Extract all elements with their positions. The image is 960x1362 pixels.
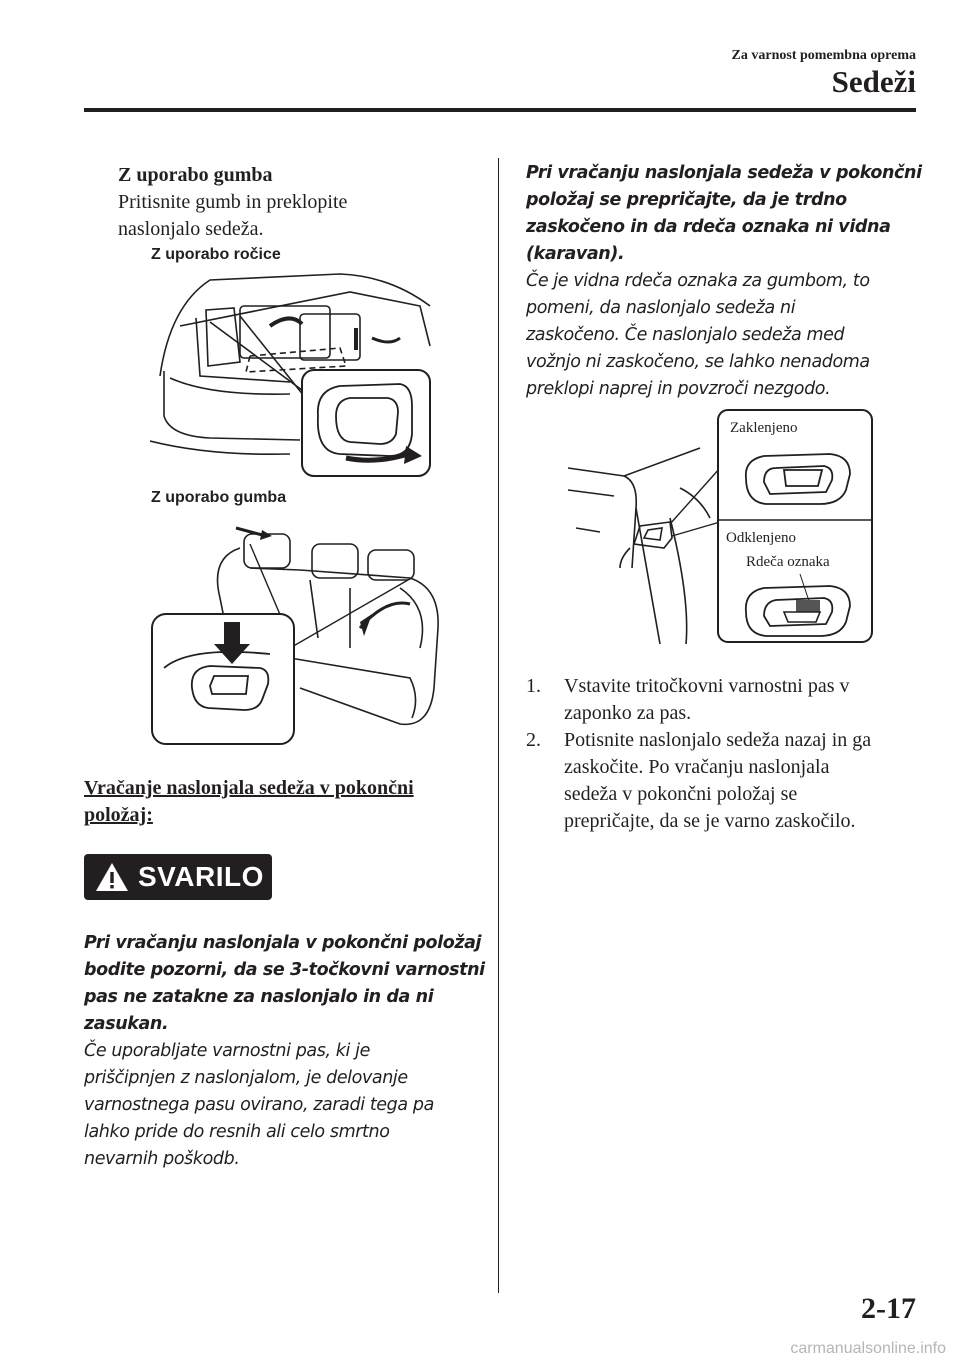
step-item	[526, 727, 871, 835]
caution-text	[526, 160, 922, 403]
caution-bold-line: Pri vračanju naslonjala sedeža v pokončni	[526, 163, 922, 183]
figure-button-caption: Z uporabo gumba	[151, 489, 287, 506]
warning-label: SVARILO	[138, 861, 264, 892]
step-item	[526, 673, 850, 727]
step-line: zaponko za pas.	[564, 702, 692, 724]
caution-body-line: Če je vidna rdeča oznaka za gumbom, to	[526, 271, 870, 291]
step-line: Vstavite tritočkovni varnostni pas v	[564, 675, 850, 697]
caution-body-line: pomeni, da naslonjalo sedeža ni	[526, 298, 796, 318]
step-number: 2.	[526, 729, 541, 751]
warning-body-line: Če uporabljate varnostni pas, ki je	[84, 1041, 370, 1061]
watermark: carmanualsonline.info	[790, 1340, 946, 1357]
caution-bold-line: (karavan).	[526, 244, 625, 264]
warning-bold-line: bodite pozorni, da se 3-točkovni varnostni	[84, 960, 485, 980]
warning-body-line: varnostnega pasu ovirano, zaradi tega pa	[84, 1095, 434, 1115]
warning-triangle-icon	[94, 861, 130, 893]
page-title: Sedeži	[831, 64, 916, 99]
figure-lock-indicator-illustration	[560, 408, 876, 648]
red-mark-label: Rdeča oznaka	[746, 554, 830, 570]
step-line: zaskočite. Po vračanju naslonjala	[564, 756, 830, 778]
warning-body-line: nevarnih poškodb.	[84, 1149, 240, 1169]
column-divider	[498, 158, 499, 1293]
warning-bold-line: Pri vračanju naslonjala v pokončni položaj	[84, 933, 482, 953]
button-heading: Z uporabo gumba	[118, 164, 273, 186]
warning-body-line: lahko pride do resnih ali celo smrtno	[84, 1122, 390, 1142]
warning-body-line: priščipnjen z naslonjalom, je delovanje	[84, 1068, 408, 1088]
header-section-name: Za varnost pomembna oprema	[731, 48, 916, 63]
unlocked-label: Odklenjeno	[726, 530, 796, 546]
warning-bold-line: zasukan.	[84, 1014, 169, 1034]
step-line: prepričajte, da se je varno zaskočilo.	[564, 810, 856, 832]
step-number: 1.	[526, 675, 541, 697]
locked-label: Zaklenjeno	[730, 420, 798, 436]
warning-text	[84, 930, 485, 1173]
warning-bold-line: pas ne zatakne za naslonjalo in da ni	[84, 987, 434, 1007]
caution-bold-line: zaskočeno in da rdeča oznaka ni vidna	[526, 217, 891, 237]
page-number: 2-17	[861, 1292, 916, 1325]
figure-lever-caption: Z uporabo ročice	[151, 246, 281, 263]
warning-badge	[84, 854, 272, 900]
header-divider	[84, 108, 916, 112]
caution-body-line: zaskočeno. Če naslonjalo sedeža med	[526, 325, 845, 345]
caution-body-line: preklopi naprej in povzroči nezgodo.	[526, 379, 831, 399]
step-line: Potisnite naslonjalo sedeža nazaj in ga	[564, 729, 872, 751]
caution-bold-line: položaj se prepričajte, da je trdno	[526, 190, 847, 210]
caution-body-line: vožnjo ni zaskočeno, se lahko nenadoma	[526, 352, 870, 372]
button-text-line-2: naslonjalo sedeža.	[118, 218, 264, 240]
figure-lever-illustration	[150, 266, 440, 488]
figure-button-illustration	[150, 518, 446, 750]
step-line: sedeža v pokončni položaj se	[564, 783, 798, 805]
button-text-line-1: Pritisnite gumb in preklopite	[118, 191, 348, 213]
section-heading-line-2: položaj:	[84, 804, 153, 826]
section-heading-line-1: Vračanje naslonjala sedeža v pokončni	[84, 777, 414, 799]
